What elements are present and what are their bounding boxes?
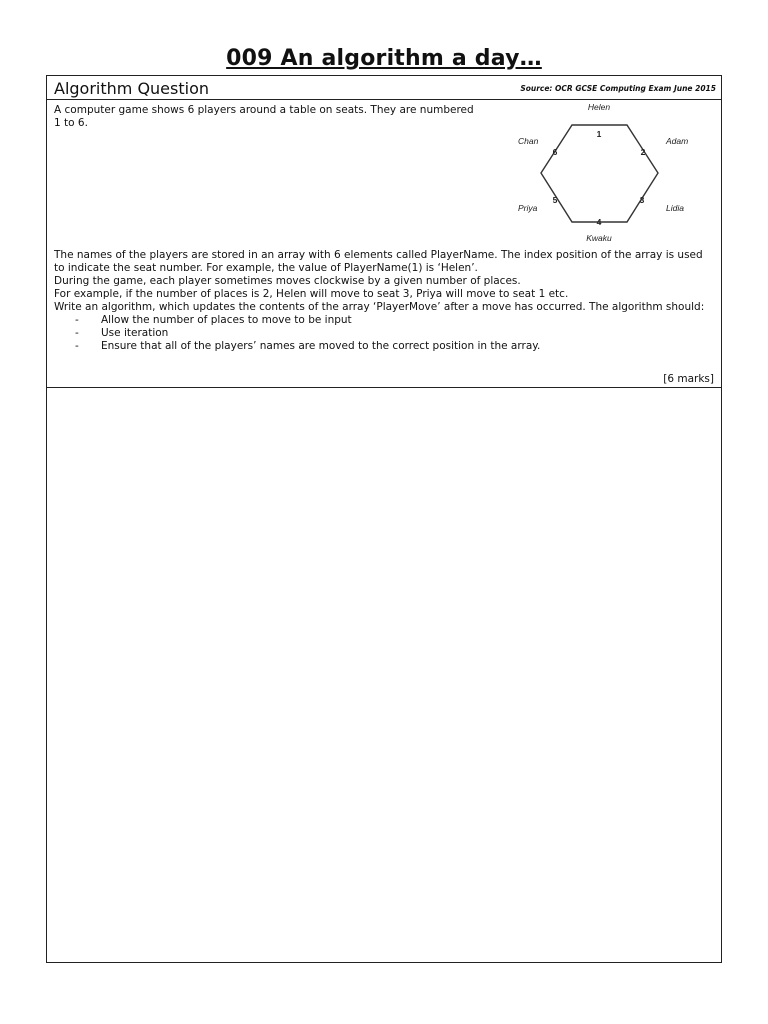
- seat-3-name: Lidia: [666, 203, 684, 213]
- question-heading: Algorithm Question: [54, 79, 210, 98]
- bullet-dash: -: [75, 327, 79, 339]
- seat-2-number: 2: [640, 147, 646, 157]
- paragraph-movement: During the game, each player sometimes moves clockwise by a given number of places.: [54, 275, 521, 287]
- page-title: 009 An algorithm a day…: [226, 46, 542, 71]
- requirement-text: Use iteration: [101, 327, 169, 339]
- seat-3-number: 3: [639, 195, 645, 205]
- seat-1-number: 1: [596, 129, 602, 139]
- seat-2-name: Adam: [666, 136, 689, 146]
- requirement-text: Allow the number of places to move to be input: [101, 314, 352, 326]
- question-frame: [46, 75, 722, 963]
- list-item: [54, 327, 716, 340]
- seat-5-name: Priya: [518, 203, 538, 213]
- seat-4-name: Kwaku: [586, 233, 612, 243]
- requirement-text: Ensure that all of the players’ names are moved to the correct position in the array.: [101, 340, 541, 352]
- seat-5-number: 5: [552, 195, 558, 205]
- marks-label: [6 marks]: [663, 373, 714, 385]
- table-hexagon: [541, 125, 658, 222]
- bullet-dash: -: [75, 340, 79, 352]
- answer-area[interactable]: [47, 388, 721, 962]
- list-item: [54, 340, 716, 353]
- list-item: [54, 314, 716, 327]
- paragraph-example: For example, if the number of places is 2, Helen will move to seat 3, Priya will move to seat 1 etc.: [54, 288, 569, 300]
- requirements-list: [54, 314, 716, 353]
- seating-diagram: [509, 101, 719, 243]
- seat-1-name: Helen: [587, 102, 611, 112]
- header-row: [47, 76, 721, 100]
- paragraph-array-description: The names of the players are stored in an array with 6 elements called PlayerName. The index position of the array is used to indicate the seat number. For example, the value of PlayerName(1) is ‘Helen’.: [54, 249, 703, 274]
- source-citation: Source: OCR GCSE Computing Exam June 2015: [520, 84, 716, 93]
- seat-4-number: 4: [596, 217, 602, 227]
- seat-6-number: 6: [552, 147, 558, 157]
- bullet-dash: -: [75, 314, 79, 326]
- question-body: [54, 249, 716, 353]
- seat-6-name: Chan: [518, 136, 539, 146]
- intro-text: A computer game shows 6 players around a table on seats. They are numbered 1 to 6.: [54, 104, 474, 129]
- paragraph-task: Write an algorithm, which updates the contents of the array ‘PlayerMove’ after a move has occurred. The algorithm should:: [54, 301, 705, 313]
- question-cell: [47, 100, 721, 388]
